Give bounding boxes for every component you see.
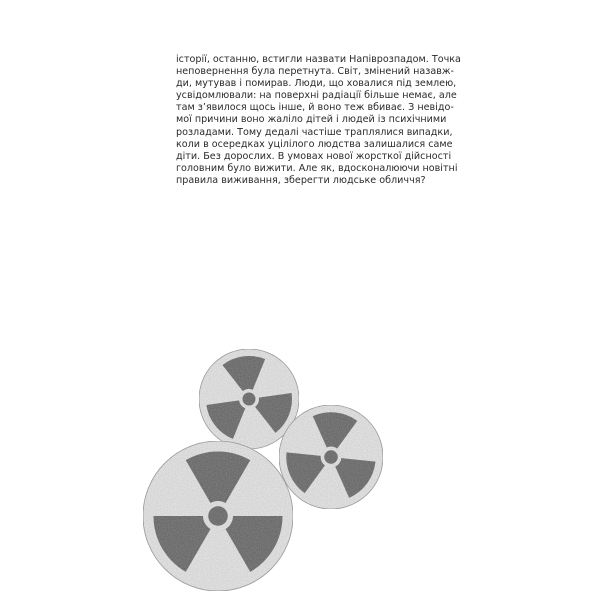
text-line: історії, останню, встигли назвати Напіврозпадом. Точка [176, 54, 461, 65]
text-line: ди, мутував і помирав. Люди, що ховалися під землею, [176, 78, 457, 90]
text-line: мої причини воно жаліло дітей і людей із психічними [176, 114, 447, 126]
text-line: неповернення була перетнута. Світ, змінений назавж- [176, 66, 454, 78]
text-line: там з’явилося щось інше, й воно теж вбиває. З невідо- [176, 102, 454, 114]
text-line: усвідомлювали: на поверхні радіації більше немає, але [176, 90, 457, 102]
radiation-disc [279, 405, 383, 509]
text-line: діти. Без дорослих. В умовах нової жорсткої дійсності [176, 150, 452, 162]
text-line: правила виживання, зберегти людське обличчя? [176, 174, 426, 186]
trefoil-hub [324, 450, 338, 464]
trefoil-hub [243, 393, 256, 406]
radiation-symbols-illustration [134, 344, 404, 594]
radiation-disc [143, 441, 293, 591]
text-line: головним було вижити. Але як, вдосконалюючи новітні [176, 162, 458, 174]
trefoil-hub [208, 506, 228, 526]
body-text [176, 54, 461, 187]
text-line: розладами. Тому дедалі частіше траплялися випадки, [176, 126, 453, 138]
text-line: коли в осередках уцілілого людства залишалися саме [176, 138, 453, 150]
